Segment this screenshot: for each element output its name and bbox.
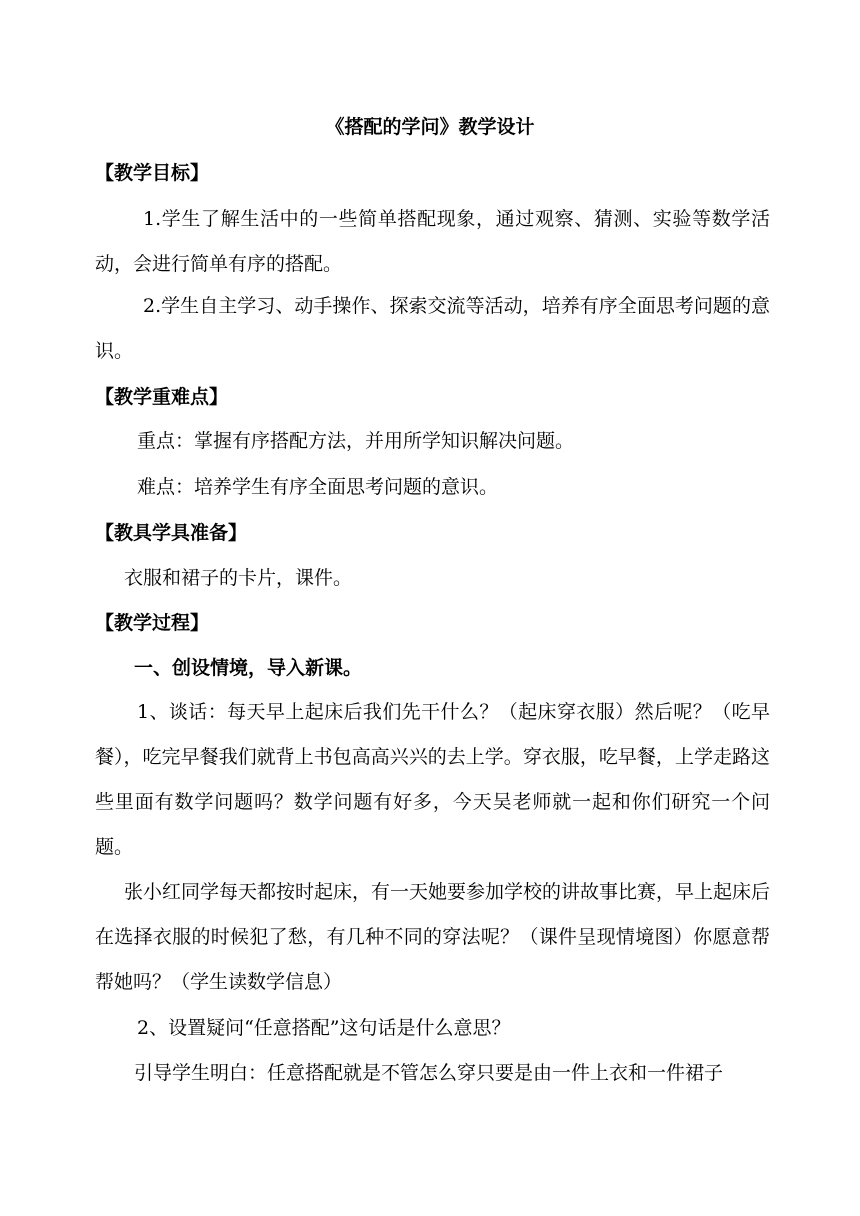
key-point-focus: 重点：掌握有序搭配方法，并用所学知识解决问题。 <box>137 430 575 452</box>
goal-item-1: 1.学生了解生活中的一些简单搭配现象，通过观察、猜测、实验等数学活动，会进行简单有序的搭配。 <box>95 208 770 275</box>
materials-text: 衣服和裙子的卡片，课件。 <box>124 567 353 589</box>
section-heading-materials: 【教具学具准备】 <box>95 522 248 544</box>
section-heading-process: 【教学过程】 <box>95 612 210 634</box>
key-point-difficulty: 难点：培养学生有序全面思考问题的意识。 <box>137 476 499 498</box>
section-heading-key-points: 【教学重难点】 <box>95 386 229 408</box>
process-talk-paragraph: 1、谈话：每天早上起床后我们先干什么？（起床穿衣服）然后呢？（吃早餐），吃完早餐我们就背上书包高高兴兴的去上学。穿衣服，吃早餐，上学走路这些里面有数学问题吗？数学问题有好多，今天吴老师就一起和你们研究一个问题。 <box>95 701 770 858</box>
process-question: 2、设置疑问“任意搭配”这句话是什么意思？ <box>137 1017 511 1039</box>
section-heading-goals: 【教学目标】 <box>95 162 210 184</box>
process-guide: 引导学生明白：任意搭配就是不管怎么穿只要是由一件上衣和一件裙子 <box>134 1062 724 1084</box>
process-story-paragraph: 张小红同学每天都按时起床，有一天她要参加学校的讲故事比赛，早上起床后在选择衣服的时候犯了愁，有几种不同的穿法呢？（课件呈现情境图）你愿意帮帮她吗？（学生读数学信息） <box>95 881 771 993</box>
process-step1-heading: 一、创设情境，导入新课。 <box>134 657 363 679</box>
goal-item-2: 2.学生自主学习、动手操作、探索交流等活动，培养有序全面思考问题的意识。 <box>95 295 770 362</box>
document-title: 《搭配的学问》教学设计 <box>325 116 535 138</box>
